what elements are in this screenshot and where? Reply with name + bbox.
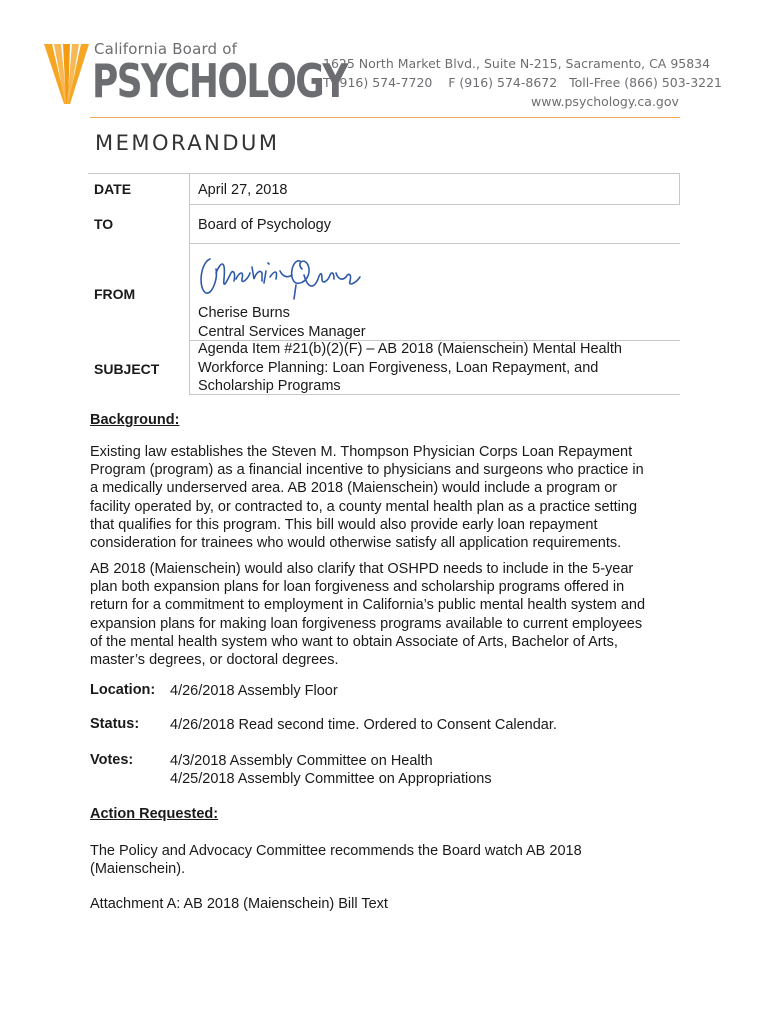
background-paragraph-2 (90, 560, 690, 669)
to-value: Board of Psychology (198, 217, 331, 233)
date-label: DATE (94, 181, 132, 197)
text-line: facility operated by, or contracted to, a county mental health plan as a practice setting (90, 498, 638, 515)
background-heading: Background: (90, 412, 180, 428)
action-heading: Action Requested: (90, 806, 219, 822)
subject-line: Scholarship Programs (198, 378, 341, 394)
text-line: that qualifies for this program. This bill would also provide early loan repayment (90, 516, 598, 533)
text-line: consideration for trainees who would otherwise satisfy all application requirements. (90, 535, 622, 552)
table-rule (189, 204, 680, 205)
date-value: April 27, 2018 (198, 182, 288, 198)
logo-text-big: PSYCHOLOGY (92, 54, 347, 108)
phone-numbers: T (916) 574-7720 F (916) 574-8672 Toll-Free (866) 503-3221 (323, 75, 722, 90)
logo-sunburst-icon (44, 44, 90, 106)
text-line: a medically underserved area. AB 2018 (Maienschein) would include a program or (90, 480, 618, 497)
subject-line: Agenda Item #21(b)(2)(F) – AB 2018 (Maienschein) Mental Health (198, 341, 622, 357)
memo-header-table (88, 173, 680, 395)
memo-title: MEMORANDUM (95, 131, 280, 155)
attachment-note: Attachment A: AB 2018 (Maienschein) Bill Text (90, 896, 388, 912)
logo-text-small: California Board of (94, 40, 238, 58)
subject-value (198, 340, 678, 396)
from-label: FROM (94, 286, 136, 302)
from-name: Cherise Burns (198, 305, 290, 321)
signature-image (196, 249, 376, 301)
text-line: plan both expansion plans for loan forgiveness and scholarship programs offered in (90, 579, 625, 596)
table-rule (189, 243, 680, 244)
board-logo (44, 40, 347, 110)
from-title: Central Services Manager (198, 323, 366, 340)
action-paragraph (90, 842, 690, 878)
location-value: 4/26/2018 Assembly Floor (170, 683, 338, 699)
from-value (198, 304, 678, 341)
status-value: 4/26/2018 Read second time. Ordered to Consent Calendar. (170, 717, 557, 733)
text-line: (Maienschein). (90, 861, 186, 878)
location-label: Location: (90, 682, 156, 698)
table-rule (679, 173, 680, 204)
header-divider (90, 117, 680, 118)
text-line: expansion plans for making loan forgiveness programs available to current employees (90, 615, 643, 632)
text-line: master’s degrees, or doctoral degrees. (90, 652, 339, 669)
text-line: AB 2018 (Maienschein) would also clarify that OSHPD needs to include in the 5-year (90, 561, 634, 577)
status-label: Status: (90, 716, 140, 732)
subject-label: SUBJECT (94, 361, 160, 377)
to-label: TO (94, 216, 114, 232)
text-line: Existing law establishes the Steven M. Thompson Physician Corps Loan Repayment (90, 444, 633, 460)
votes-label: Votes: (90, 752, 134, 768)
text-line: The Policy and Advocacy Committee recommends the Board watch AB 2018 (90, 843, 582, 859)
contact-info (323, 54, 722, 111)
votes-value (170, 752, 492, 788)
table-column-rule (189, 173, 190, 394)
table-rule (189, 394, 680, 395)
vote-entry: 4/25/2018 Assembly Committee on Appropriations (170, 771, 492, 788)
address: 1625 North Market Blvd., Suite N-215, Sacramento, CA 95834 (323, 56, 711, 71)
table-rule (88, 173, 680, 174)
text-line: Program (program) as a financial incentive to physicians and surgeons who practice in (90, 462, 644, 479)
text-line: of the mental health system who want to obtain Associate of Arts, Bachelor of Arts, (90, 633, 618, 650)
text-line: return for a commitment to employment in California’s public mental health system and (90, 597, 646, 614)
website-link[interactable]: www.psychology.ca.gov (531, 94, 679, 109)
background-paragraph-1 (90, 443, 690, 552)
vote-entry: 4/3/2018 Assembly Committee on Health (170, 753, 433, 769)
letterhead (0, 0, 770, 118)
subject-line: Workforce Planning: Loan Forgiveness, Loan Repayment, and (198, 359, 599, 376)
